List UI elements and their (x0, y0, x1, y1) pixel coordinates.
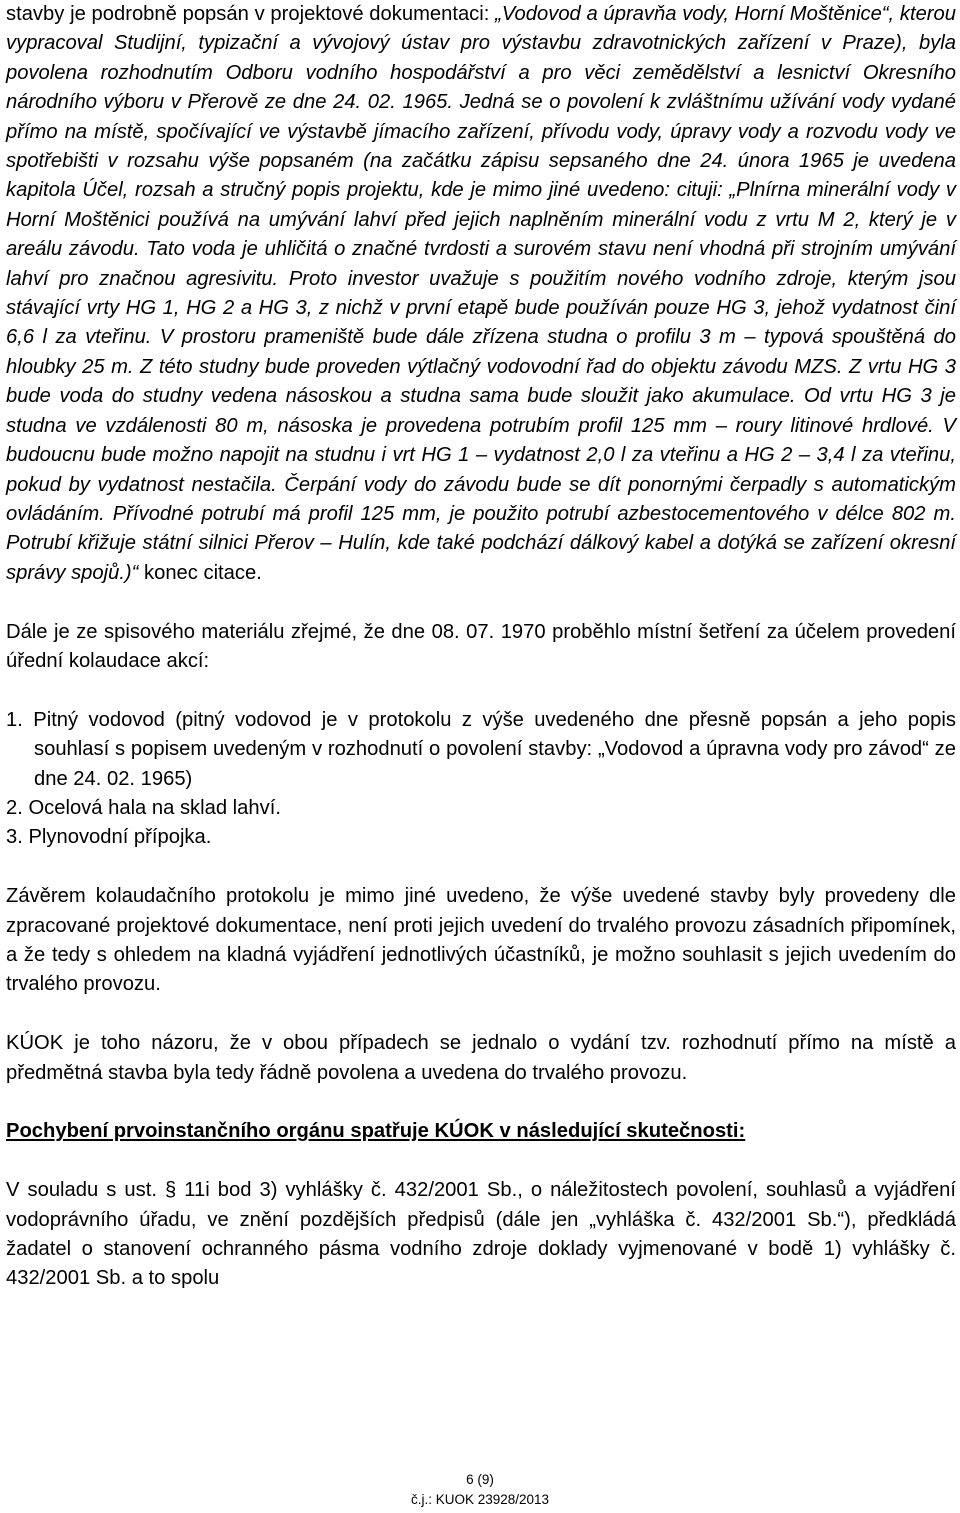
list-item: 3. Plynovodní přípojka. (6, 826, 212, 849)
paragraph-project-description (6, 0, 956, 588)
paragraph-protocol-conclusion: Závěrem kolaudačního protokolu je mimo jiné uvedeno, že výše uvedené stavby byly provedeny dle zpracované projektové dokumentace, není proti jejich uvedení do trvalého provozu zásadních připomínek, a že tedy s ohledem na kladná vyjádření jednotlivých účastníků, je možno souhlasit s jejich uvedením do trvalého provozu. (6, 885, 956, 996)
document-reference: č.j.: KUOK 23928/2013 (410, 1492, 550, 1507)
paragraph-inspection: Dále je ze spisového materiálu zřejmé, že dne 08. 07. 1970 proběhlo místní šetření za účelem provedení úřední kolaudace akcí: (6, 620, 956, 672)
list-item: 1. Pitný vodovod (pitný vodovod je v protokolu z výše uvedeného dne přesně popsán a jeho popis souhlasí s popisem uvedeným v rozhodnutí o povolení stavby: „Vodovod a úpravna vody pro závod“ ze dne 24. 02. 1965) (6, 708, 956, 790)
paragraph-regulation: V souladu s ust. § 11i bod 3) vyhlášky č. 432/2001 Sb., o náležitostech povolení, souhlasů a vyjádření vodoprávního úřadu, ve znění pozdějších předpisů (dále jen „vyhláška č. 432/2001 Sb.“), předkládá žadatel o stanovení ochranného pásma vodního zdroje doklady vyjmenované v bodě 1) vyhlášky č. 432/2001 Sb. a to spolu (6, 1179, 956, 1290)
paragraph-intro-text: stavby je podrobně popsán v projektové dokumentaci: (6, 3, 496, 25)
list-item: 2. Ocelová hala na sklad lahví. (6, 796, 281, 819)
section-heading: Pochybení prvoinstančního orgánu spatřuje KÚOK v následující skutečnosti: (6, 1120, 746, 1143)
page-number: 6 (9) (466, 1472, 494, 1487)
kolaudace-list (6, 706, 956, 853)
quoted-citation-text: „Vodovod a úpravňa vody, Horní Moštěnice“, kterou vypracoval Studijní, typizační a vývojový ústav pro výstavbu zdravotnických zařízení v Praze), byla povolena rozhodnutím Odboru vodního hospodářství a pro věci zemědělství a lesnictví Okresního národního výboru v Přerově ze dne 24. 02. 1965. Jedná se o povolení k zvláštnímu užívání vody vydané přímo na místě, spočívající ve výstavbě jímacího zařízení, přívodu vody, úpravy vody a rozvodu vody ve spotřebišti v rozsahu výše popsaném (na začátku zápisu sepsaného dne 24. února 1965 je uvedena kapitola Účel, rozsah a stručný popis projektu, kde je mimo jiné uvedeno: cituji: „Plnírna minerální vody v Horní Moštěnici používá na umývání lahví před jejich naplněním minerální vodu z vrtu M 2, který je v areálu závodu. Tato voda je uhličitá o značné tvrdosti a surovém stavu není vhodná při strojním umývání lahví pro značnou agresivitu. Proto investor uvažuje s použitím nového vodního zdroje, kterým jsou stávající vrty HG 1, HG 2 a HG 3, z nichž v první etapě bude používán pouze HG 3, jehož vydatnost činí 6,6 l za vteřinu. V prostoru prameniště bude dále zřízena studna o profilu 3 m – typová spouštěná do hloubky 25 m. Z této studny bude proveden výtlačný vodovodní řad do objektu závodu MZS. Z vrtu HG 3 bude voda do studny vedena násoskou a studna sama bude sloužit jako akumulace. Od vrtu HG 3 je studna ve vzdálenosti 80 m, násoska je provedena potrubím profil 125 mm – roury litinové hrdlové. V budoucnu bude možno napojit na studnu i vrt HG 1 – vydatnost 2,0 l za vteřinu a HG 2 – 3,4 l za vteřinu, pokud by vydatnost nestačila. Čerpání vody do závodu bude se dít ponornými čerpadly s automatickým ovládáním. Přívodné potrubí má profil 125 mm, je použito potrubí azbestocementového v délce 802 m. Potrubí křižuje státní silnici Přerov – Hulín, kde také podchází dálkový kabel a dotýká se zařízení okresní správy spojů.)“ (6, 3, 956, 584)
paragraph-closing-text: konec citace. (138, 561, 262, 584)
paragraph-kuok-opinion: KÚOK je toho názoru, že v obou případech se jednalo o vydání tzv. rozhodnutí přímo na místě a předmětná stavba byla tedy řádně povolena a uvedena do trvalého provozu. (6, 1032, 956, 1084)
document-page (6, 0, 956, 1294)
